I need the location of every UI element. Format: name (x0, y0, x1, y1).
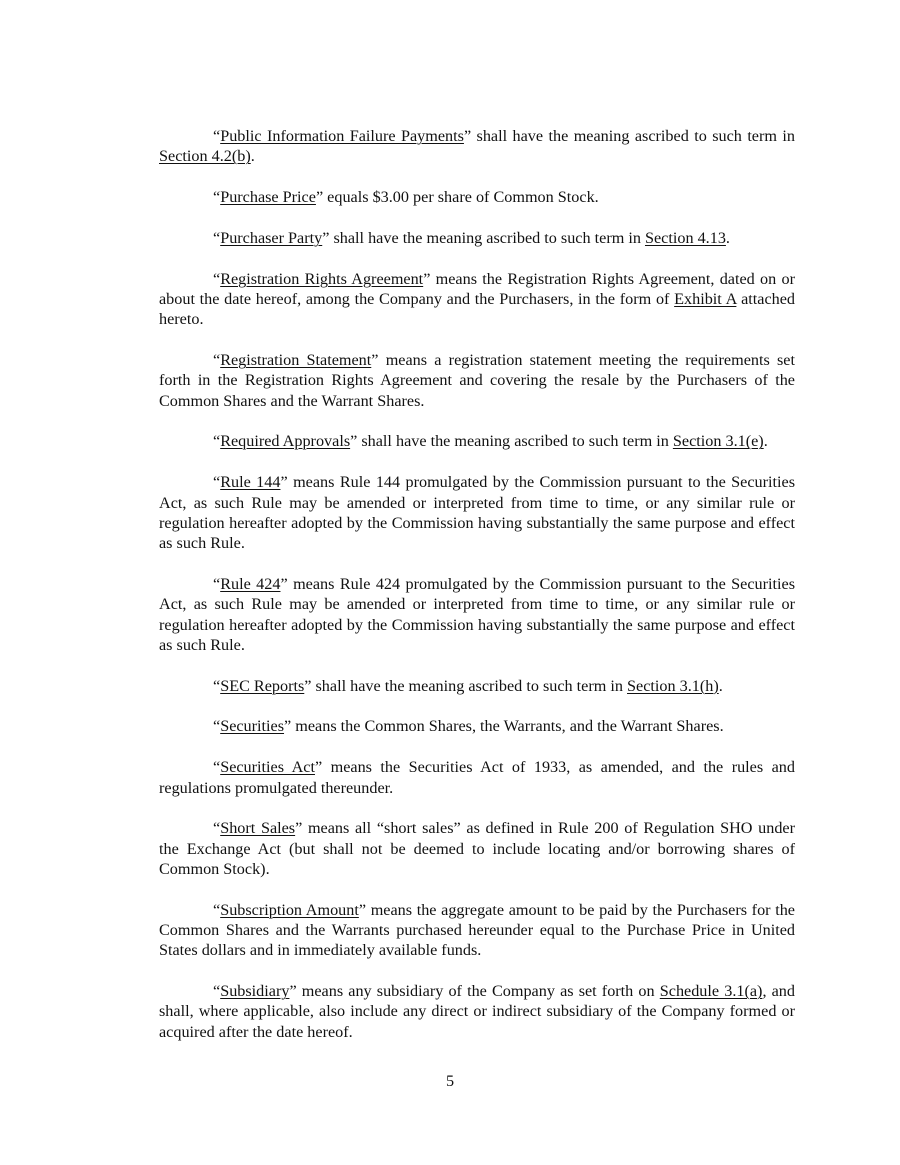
definition-text: ” shall have the meaning ascribed to such term in (350, 432, 673, 451)
defined-term-link: Section 3.1(e) (672, 432, 764, 451)
definition-text: ” means Rule 144 promulgated by the Commission pursuant to the Securities Act, as such Rule may be amended or interpreted from time to time, or any similar rule or regulation hereafter adopted by the Commission having substantially the same purpose and effect as such Rule. (159, 473, 795, 553)
definition-text: “ (213, 188, 221, 207)
def-rule-144 (159, 472, 795, 553)
defined-term-link: Rule 424 (220, 574, 281, 593)
definition-text: “ (213, 269, 221, 288)
definition-text: “ (213, 574, 221, 593)
def-public-information-failure-payments (159, 126, 795, 167)
definition-text: “ (213, 819, 221, 838)
definition-text: ” shall have the meaning ascribed to such term in (463, 127, 795, 145)
definition-text: “ (213, 351, 221, 370)
defined-term-link: Exhibit A (674, 289, 737, 308)
def-subsidiary (159, 981, 795, 1042)
def-sec-reports (159, 676, 795, 696)
defined-term-link: Short Sales (220, 819, 296, 838)
definition-text: “ (213, 432, 221, 451)
definition-text: ” means the aggregate amount to be paid by the Purchasers for the Common Shares and the Warrants purchased hereunder equal to the Purchase Price in United States dollars and in immediately available funds. (159, 900, 795, 960)
definition-text: ” shall have the meaning ascribed to such term in (304, 676, 628, 695)
definition-text: “ (213, 717, 221, 736)
defined-term-link: Subsidiary (220, 982, 290, 1001)
defined-term-link: Rule 144 (220, 473, 281, 492)
definition-text: . (763, 432, 768, 451)
definition-text: ” means Rule 424 promulgated by the Commission pursuant to the Securities Act, as such Rule may be amended or interpreted from time to time, or any similar rule or regulation hereafter adopted by the Commission having substantially the same purpose and effect as such Rule. (159, 574, 795, 654)
defined-term-link: Section 4.13 (644, 228, 726, 247)
defined-term-link: Securities (220, 717, 285, 736)
def-short-sales (159, 818, 795, 879)
defined-term-link: Public Information Failure Payments (220, 127, 464, 145)
definition-text: ” means the Securities Act of 1933, as amended, and the rules and regulations promulgated thereunder. (159, 758, 795, 797)
document-body (159, 126, 795, 1063)
defined-term-link: Purchaser Party (220, 228, 323, 247)
definition-text: “ (213, 473, 221, 492)
definition-text: ” means a registration statement meeting the requirements set forth in the Registration Rights Agreement and covering the resale by the Purchasers of the Common Shares and the Warrant Shares. (159, 351, 795, 410)
defined-term-link: SEC Reports (220, 676, 305, 695)
defined-term-link: Required Approvals (220, 432, 351, 451)
defined-term-link: Section 3.1(h) (627, 676, 719, 695)
definition-text: . (250, 147, 255, 166)
definition-text: , and shall, where applicable, also include any direct or indirect subsidiary of the Company formed or acquired after the date hereof. (159, 982, 795, 1041)
definition-text: “ (213, 676, 221, 695)
definition-text: . (718, 676, 723, 695)
definition-text: . (725, 228, 730, 247)
definition-text: ” means the Common Shares, the Warrants, and the Warrant Shares. (284, 717, 724, 736)
defined-term-link: Subscription Amount (220, 900, 359, 919)
defined-term-link: Securities Act (220, 758, 315, 777)
defined-term-link: Registration Rights Agreement (220, 269, 424, 288)
definition-text: ” means all “short sales” as defined in Rule 200 of Regulation SHO under the Exchange Act (but shall not be deemed to include locating and/or borrowing shares of Common Stock). (159, 819, 795, 878)
def-subscription-amount (159, 900, 795, 961)
definition-text: “ (213, 982, 221, 1001)
page-number: 5 (445, 1072, 455, 1090)
definition-text: “ (213, 900, 221, 919)
defined-term-link: Schedule 3.1(a) (659, 982, 763, 1001)
def-registration-statement (159, 350, 795, 411)
def-purchase-price (159, 187, 795, 207)
definition-text: ” shall have the meaning ascribed to such term in (322, 228, 645, 247)
definition-text: ” means any subsidiary of the Company as set forth on (289, 982, 660, 1001)
def-rule-424 (159, 574, 795, 655)
defined-term-link: Registration Statement (220, 351, 372, 370)
definition-text: ” equals $3.00 per share of Common Stock. (315, 188, 599, 207)
def-required-approvals (159, 431, 795, 451)
def-securities (159, 716, 795, 736)
definition-text: “ (213, 228, 221, 247)
definition-text: ” means the Registration Rights Agreement, dated on or about the date hereof, among the Company and the Purchasers, in the form of (159, 269, 795, 308)
definition-text: “ (213, 758, 221, 777)
definition-text: attached hereto. (159, 289, 795, 329)
definition-text: “ (213, 127, 221, 145)
def-purchaser-party (159, 228, 795, 248)
defined-term-link: Section 4.2(b) (159, 147, 251, 166)
defined-term-link: Purchase Price (220, 188, 316, 207)
def-registration-rights-agreement (159, 269, 795, 330)
def-securities-act (159, 757, 795, 798)
